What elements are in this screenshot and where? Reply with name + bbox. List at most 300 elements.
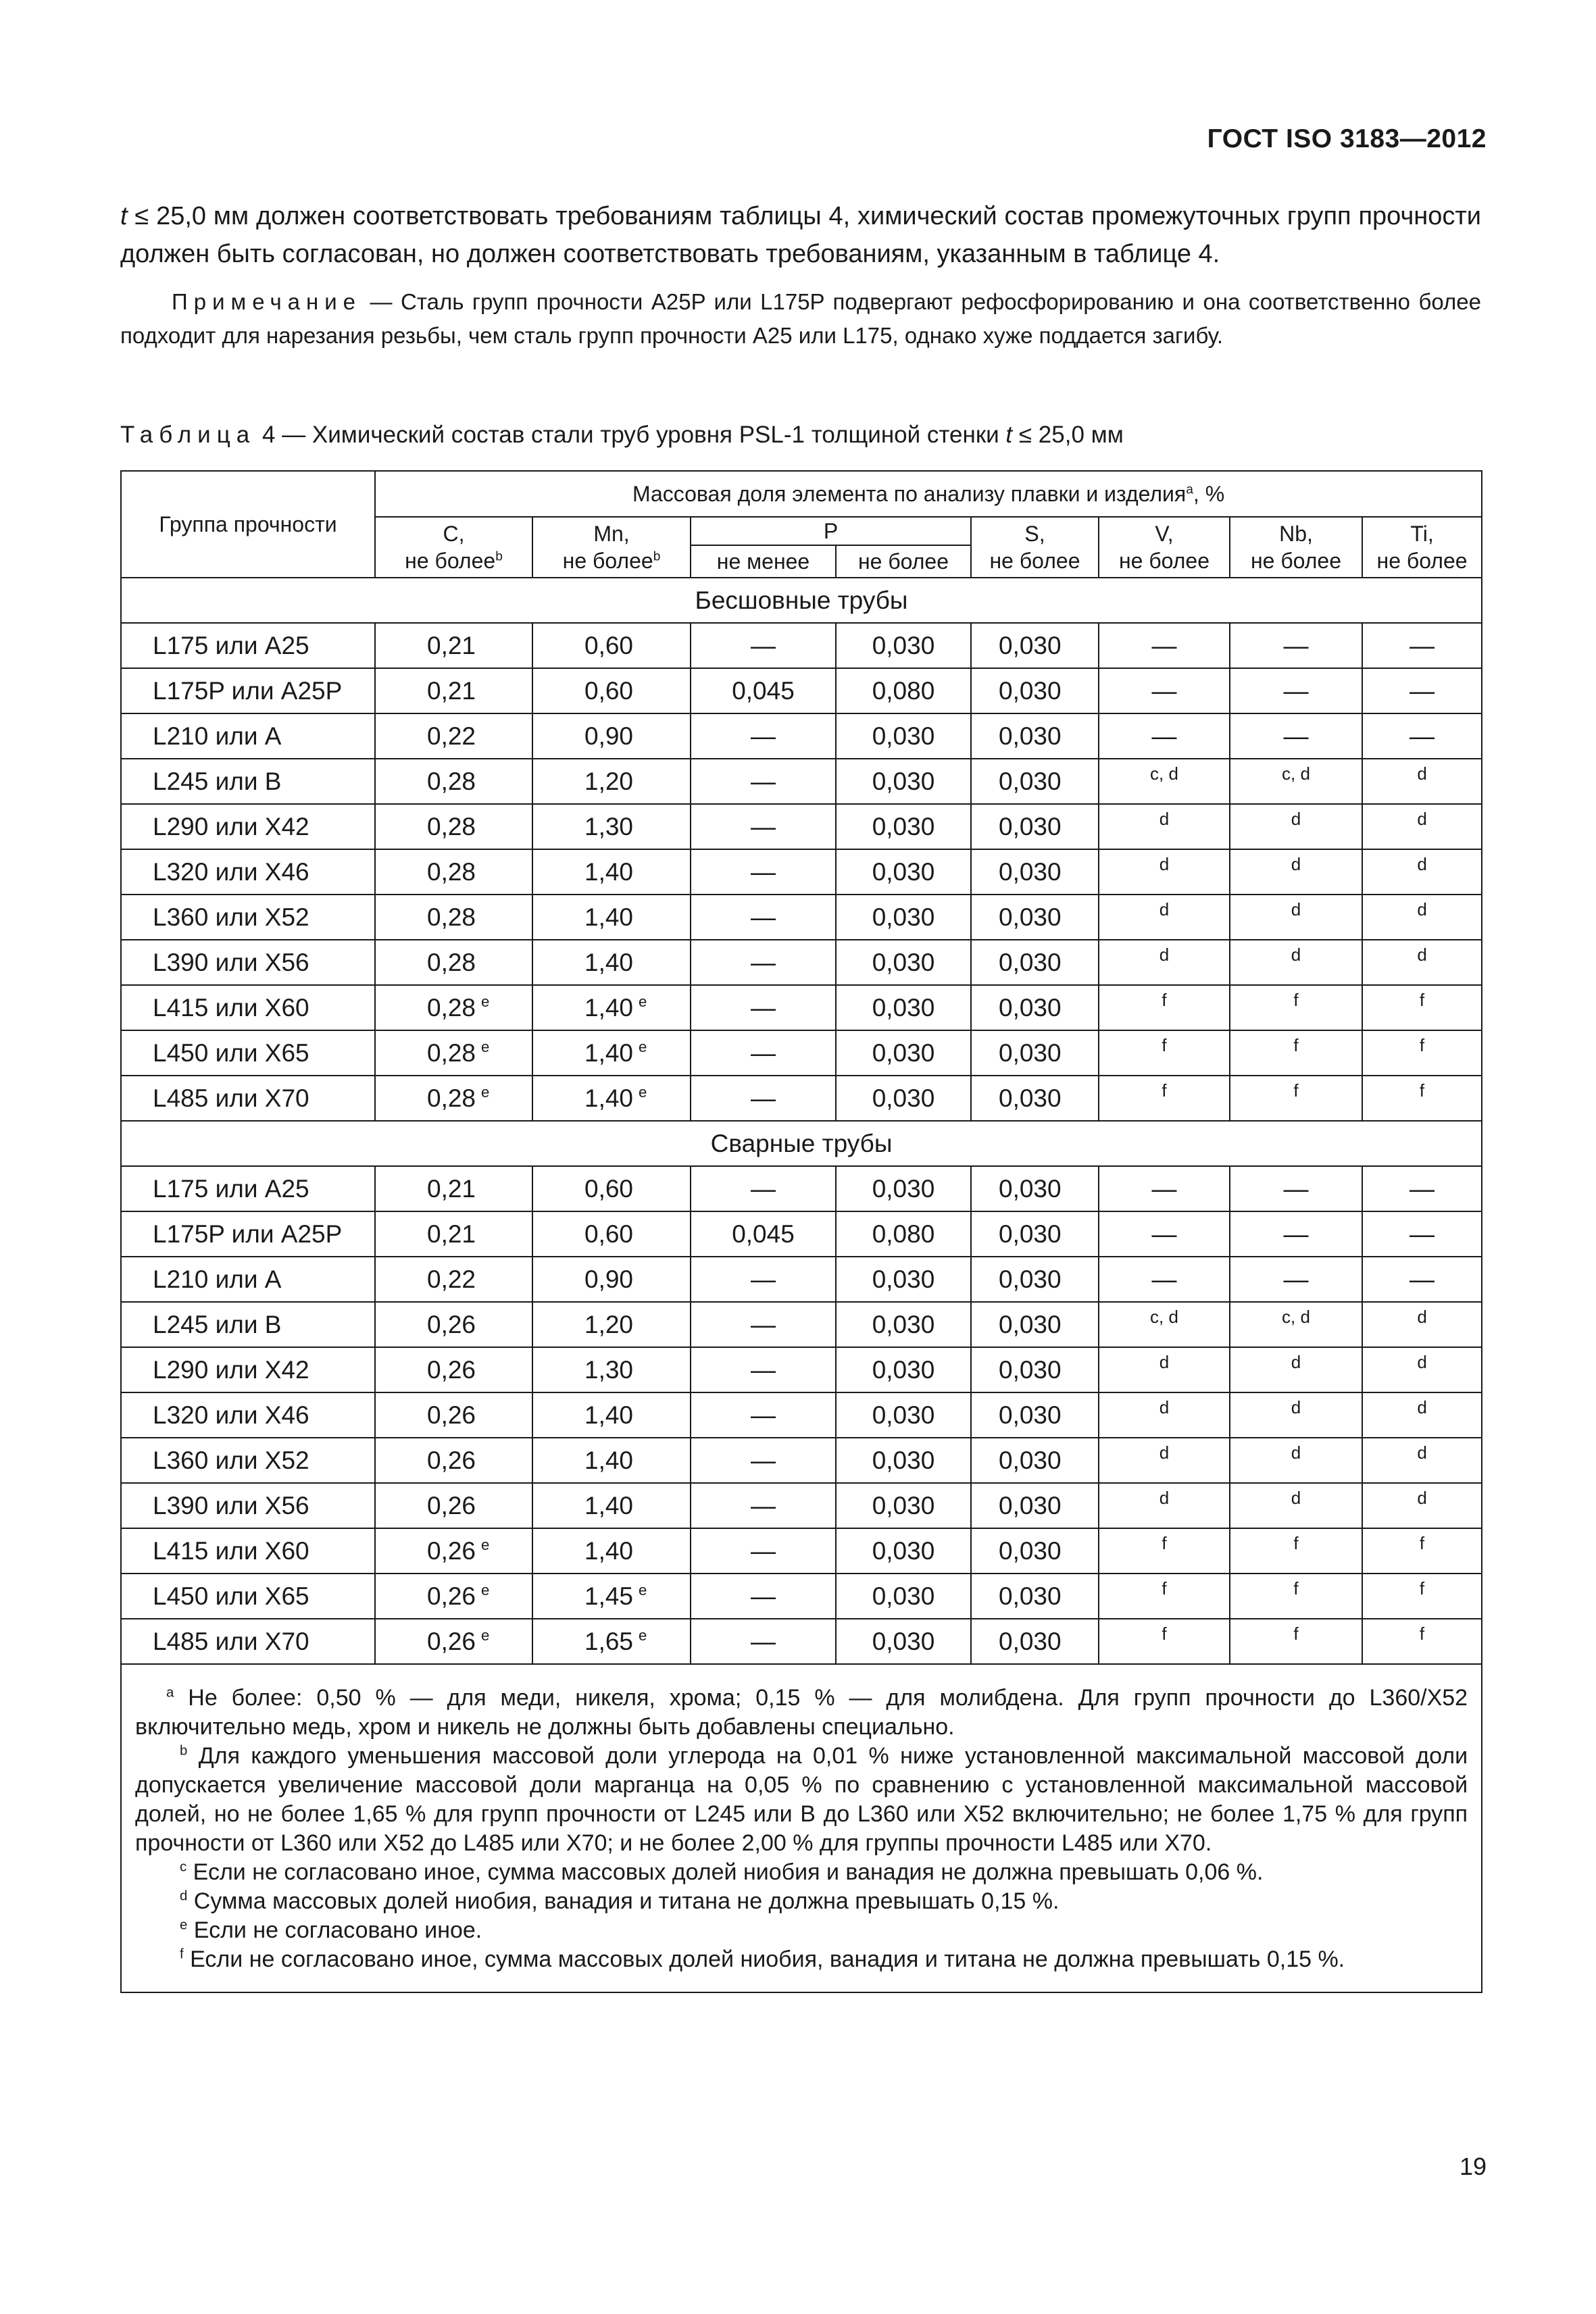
mn-cell [532,623,691,668]
p-min-cell [691,1211,836,1257]
c-cell [375,713,532,759]
welded-title: Сварные трубы [121,1121,1482,1166]
p-min-cell [691,804,836,849]
nb-cell [1230,623,1362,668]
p-max-cell-value: 0,030 [872,903,935,931]
grade-cell-value: L450 или X65 [153,1038,309,1067]
nb-cell [1230,1076,1362,1121]
s-cell-value: 0,030 [999,1582,1062,1610]
mn-cell [532,804,691,849]
mn-cell-value: 0,90 [584,1265,634,1293]
c-cell [375,1438,532,1483]
p-max-cell-value: 0,030 [872,1038,935,1067]
footnote-mark: c [180,1859,187,1875]
p-max-cell [836,1257,971,1302]
nb-cell [1230,1574,1362,1619]
p-max-cell-value: 0,030 [872,1084,935,1112]
footnote-e [135,1916,1468,1945]
nb-cell-value: d [1291,1487,1301,1508]
mn-cell-value: 1,40 [584,993,634,1022]
nb-cell-value: f [1293,989,1299,1010]
p-max-cell-value: 0,030 [872,1355,935,1384]
page-number: 19 [1459,2153,1487,2180]
c-cell-footnote-mark: e [481,993,490,1011]
v-cell-value: — [1151,1174,1177,1203]
p-max-cell-value: 0,030 [872,1265,935,1293]
grade-cell [121,1347,375,1392]
ti-cell-value: d [1417,1306,1427,1327]
c-cell-footnote-mark: e [481,1536,490,1554]
grade-cell [121,1483,375,1528]
c-cell-value: 0,28 [427,948,476,976]
note-label: Примечание [172,289,362,314]
mn-cell-value: 1,20 [584,767,634,795]
nb-cell [1230,1438,1362,1483]
ti-cell-value: d [1417,1397,1427,1417]
nb-cell [1230,1030,1362,1076]
grade-cell [121,1302,375,1347]
s-cell [971,804,1099,849]
footnote-text: Сумма массовых долей ниобия, ванадия и титана не должна превышать 0,15 %. [187,1888,1059,1914]
p-min-cell [691,1574,836,1619]
s-cell-value: 0,030 [999,903,1062,931]
mn-cell-value: 1,40 [584,1084,634,1112]
grade-cell [121,1574,375,1619]
p-max-cell-value: 0,030 [872,1491,935,1519]
v-cell-value: f [1162,1532,1167,1553]
footnote-text: Не более: 0,50 % — для меди, никеля, хрома; 0,15 % — для молибдена. Для групп прочности до L360/X52 включительно медь, хром и никель не должны быть добавлены специально. [135,1685,1468,1740]
nb-cell [1230,1302,1362,1347]
nb-cell [1230,1528,1362,1574]
grade-cell [121,623,375,668]
p-min-cell [691,1619,836,1664]
nb-cell-value: d [1291,1442,1301,1463]
p-min-cell [691,668,836,713]
grade-cell-value: L245 или B [153,767,282,795]
c-cell-value: 0,26 [427,1401,476,1429]
v-cell [1099,1347,1230,1392]
col-p-max-header: не более [836,545,971,578]
mn-cell [532,1347,691,1392]
grade-cell [121,1619,375,1664]
grade-cell-value: L390 или X56 [153,1491,309,1519]
s-cell-value: 0,030 [999,676,1062,705]
p-min-cell-value: — [751,1491,776,1519]
ti-cell-value: d [1417,899,1427,920]
mn-cell-value: 0,60 [584,1219,634,1248]
footnote-text: Если не согласовано иное. [187,1917,482,1943]
ti-cell-value: f [1419,1034,1425,1055]
p-min-cell [691,759,836,804]
nb-cell-value: — [1283,631,1309,659]
p-max-cell [836,895,971,940]
mn-cell-value: 1,40 [584,1536,634,1565]
nb-cell-value: — [1283,1265,1309,1293]
col-v-header: V, не более [1099,517,1230,578]
mn-cell-footnote-mark: e [639,1582,647,1599]
ti-cell [1362,713,1482,759]
s-cell-value: 0,030 [999,722,1062,750]
p-max-cell [836,1302,971,1347]
mn-cell [532,1392,691,1438]
footnote-a [135,1684,1468,1742]
nb-cell-value: d [1291,1397,1301,1417]
v-cell-value: c, d [1150,1306,1178,1327]
p-max-cell [836,849,971,895]
c-cell-value: 0,26 [427,1582,476,1610]
mn-cell-value: 1,30 [584,812,634,840]
p-max-cell [836,804,971,849]
p-min-cell [691,849,836,895]
c-cell-value: 0,26 [427,1536,476,1565]
c-cell [375,985,532,1030]
c-cell [375,1574,532,1619]
p-max-cell-value: 0,080 [872,1219,935,1248]
mn-cell-value: 1,40 [584,1038,634,1067]
table-row [121,1166,1482,1211]
footnote-d [135,1887,1468,1916]
footnote-mark: b [180,1743,188,1759]
p-min-cell-value: 0,045 [732,1219,795,1248]
mn-cell [532,1257,691,1302]
grade-cell-value: L415 или X60 [153,993,309,1022]
p-max-cell-value: 0,030 [872,1446,935,1474]
p-max-cell-value: 0,030 [872,948,935,976]
nb-cell [1230,849,1362,895]
s-cell [971,759,1099,804]
v-cell [1099,1528,1230,1574]
p-min-cell [691,940,836,985]
s-cell [971,1392,1099,1438]
p-min-cell [691,1302,836,1347]
s-cell-value: 0,030 [999,1310,1062,1338]
p-min-cell [691,623,836,668]
nb-cell-value: d [1291,853,1301,874]
footnote-c [135,1858,1468,1887]
grade-cell [121,985,375,1030]
v-cell [1099,713,1230,759]
v-cell-value: d [1159,853,1170,874]
mn-cell [532,895,691,940]
p-min-cell-value: — [751,857,776,886]
ti-cell [1362,1076,1482,1121]
s-cell [971,849,1099,895]
ti-cell-value: d [1417,763,1427,784]
caption-text: — Химический состав стали труб уровня PSL-1 толщиной стенки [275,422,1006,448]
c-cell [375,1257,532,1302]
ti-cell [1362,985,1482,1030]
p-max-cell-value: 0,030 [872,767,935,795]
ti-cell [1362,940,1482,985]
c-cell-footnote-mark: e [481,1038,490,1056]
p-max-cell-value: 0,030 [872,1174,935,1203]
p-max-cell-value: 0,080 [872,676,935,705]
v-cell-value: f [1162,1080,1167,1101]
footnotes [121,1664,1482,1992]
p-min-cell [691,1076,836,1121]
ti-cell [1362,1302,1482,1347]
p-max-cell-value: 0,030 [872,1401,935,1429]
v-cell-value: d [1159,944,1170,965]
p-max-cell [836,713,971,759]
s-cell [971,1619,1099,1664]
p-max-cell-value: 0,030 [872,1627,935,1655]
c-cell-value: 0,21 [427,1219,476,1248]
document-code: ГОСТ ISO 3183—2012 [1207,124,1487,153]
c-cell-value: 0,22 [427,1265,476,1293]
grade-cell-value: L175P или A25P [153,1219,343,1248]
grade-cell-value: L360 или X52 [153,1446,309,1474]
v-cell-value: f [1162,1623,1167,1644]
mn-cell-value: 1,30 [584,1355,634,1384]
c-cell-value: 0,28 [427,903,476,931]
p-max-cell [836,1076,971,1121]
table-row [121,1076,1482,1121]
table-row [121,668,1482,713]
p-min-cell-value: — [751,631,776,659]
c-cell [375,1076,532,1121]
v-cell-value: c, d [1150,763,1178,784]
grade-cell-value: L290 или X42 [153,812,309,840]
caption-after-t: ≤ 25,0 мм [1012,422,1124,448]
nb-cell-value: c, d [1282,763,1310,784]
mn-cell [532,1574,691,1619]
mn-cell-footnote-mark: e [639,1038,647,1056]
v-cell [1099,1166,1230,1211]
ti-cell-value: d [1417,1351,1427,1372]
grade-cell [121,1166,375,1211]
s-cell-value: 0,030 [999,1265,1062,1293]
c-cell [375,1347,532,1392]
v-cell [1099,623,1230,668]
table-row [121,623,1482,668]
c-cell-value: 0,26 [427,1355,476,1384]
mn-cell [532,668,691,713]
grade-cell-value: L210 или A [153,722,282,750]
nb-cell-value: f [1293,1034,1299,1055]
grade-cell-value: L175 или A25 [153,631,309,659]
p-max-cell [836,1483,971,1528]
c-cell [375,1483,532,1528]
grade-cell-value: L485 или X70 [153,1627,309,1655]
p-max-cell [836,940,971,985]
ti-cell-value: — [1410,722,1435,750]
nb-cell-value: d [1291,899,1301,920]
v-cell-value: — [1151,631,1177,659]
s-cell-value: 0,030 [999,1536,1062,1565]
table-row [121,804,1482,849]
p-min-cell [691,1030,836,1076]
v-cell [1099,1257,1230,1302]
p-min-cell-value: — [751,1355,776,1384]
s-cell-value: 0,030 [999,767,1062,795]
s-cell-value: 0,030 [999,948,1062,976]
seamless-title: Бесшовные трубы [121,578,1482,623]
v-cell [1099,1302,1230,1347]
mn-cell-value: 1,40 [584,948,634,976]
p-min-cell-value: — [751,993,776,1022]
mass-header: Массовая доля элемента по анализу плавки и изделия$^a$, % [375,471,1482,517]
nb-cell-value: — [1283,722,1309,750]
grade-cell [121,940,375,985]
p-max-cell-value: 0,030 [872,722,935,750]
ti-cell [1362,1392,1482,1438]
s-cell [971,1211,1099,1257]
welded-section [121,1121,1482,1664]
footnote-mark: f [180,1946,184,1962]
v-cell [1099,1211,1230,1257]
p-min-cell [691,1166,836,1211]
v-cell [1099,1438,1230,1483]
grade-cell [121,1076,375,1121]
c-cell [375,623,532,668]
footnote-mark: e [180,1917,188,1933]
c-cell-footnote-mark: e [481,1084,490,1101]
mn-cell [532,1211,691,1257]
p-min-cell-value: — [751,1582,776,1610]
nb-cell-value: d [1291,1351,1301,1372]
p-max-cell [836,1030,971,1076]
v-cell [1099,1392,1230,1438]
grade-cell-value: L175 или A25 [153,1174,309,1203]
chemical-composition-table-wrapper [120,470,1481,1993]
mn-cell-value: 0,60 [584,676,634,705]
nb-cell-value: f [1293,1532,1299,1553]
nb-cell-value: d [1291,808,1301,829]
v-cell [1099,668,1230,713]
col-mn-header: Mn, не более$^b$ [532,517,691,578]
p-min-cell-value: — [751,1446,776,1474]
nb-cell [1230,1257,1362,1302]
p-max-cell [836,1438,971,1483]
s-cell-value: 0,030 [999,993,1062,1022]
mn-cell [532,1030,691,1076]
p-max-cell-value: 0,030 [872,1310,935,1338]
c-cell-value: 0,28 [427,767,476,795]
c-cell-value: 0,28 [427,1084,476,1112]
s-cell [971,1574,1099,1619]
c-cell-value: 0,22 [427,722,476,750]
ti-cell-value: — [1410,1174,1435,1203]
ti-cell-value: — [1410,1265,1435,1293]
c-cell [375,895,532,940]
seamless-section [121,578,1482,1121]
grade-cell [121,895,375,940]
grade-cell-value: L175P или A25P [153,676,343,705]
ti-cell [1362,1438,1482,1483]
table-row [121,1030,1482,1076]
mn-cell [532,1166,691,1211]
s-cell [971,623,1099,668]
col-p-header: P [691,517,971,545]
nb-cell-value: f [1293,1578,1299,1599]
ti-cell [1362,1211,1482,1257]
s-cell-value: 0,030 [999,1446,1062,1474]
table-row [121,1528,1482,1574]
mn-cell [532,985,691,1030]
c-cell-value: 0,21 [427,676,476,705]
p-max-cell [836,1211,971,1257]
v-cell [1099,895,1230,940]
v-cell [1099,940,1230,985]
p-max-cell [836,1166,971,1211]
ti-cell [1362,1166,1482,1211]
ti-cell [1362,1347,1482,1392]
nb-cell-value: c, d [1282,1306,1310,1327]
s-cell [971,895,1099,940]
col-c-header: C, не более$^b$ [375,517,532,578]
ti-cell [1362,1030,1482,1076]
nb-cell [1230,668,1362,713]
grade-cell-value: L415 или X60 [153,1536,309,1565]
table-row [121,1347,1482,1392]
mn-cell [532,1302,691,1347]
mn-cell-value: 1,40 [584,1491,634,1519]
col-nb-header: Nb, не более [1230,517,1362,578]
v-cell-value: d [1159,808,1170,829]
p-max-cell [836,1347,971,1392]
ti-cell-value: d [1417,808,1427,829]
footnote-text: Если не согласовано иное, сумма массовых долей ниобия и ванадия не должна превышать 0,06 %. [186,1859,1264,1885]
v-cell-value: — [1151,1219,1177,1248]
c-cell [375,1166,532,1211]
s-cell [971,1076,1099,1121]
p-min-cell-value: 0,045 [732,676,795,705]
c-cell [375,759,532,804]
grade-cell-value: L485 или X70 [153,1084,309,1112]
grade-cell [121,713,375,759]
p-min-cell-value: — [751,1536,776,1565]
v-cell [1099,849,1230,895]
ti-cell-value: d [1417,1442,1427,1463]
mn-cell-value: 0,60 [584,631,634,659]
grade-cell-value: L320 или X46 [153,1401,309,1429]
c-cell-value: 0,21 [427,631,476,659]
nb-cell-value: f [1293,1080,1299,1101]
mn-cell-value: 1,40 [584,1446,634,1474]
grade-cell-value: L390 или X56 [153,948,309,976]
c-cell-value: 0,28 [427,857,476,886]
mn-cell [532,759,691,804]
ti-cell-value: — [1410,1219,1435,1248]
ti-cell [1362,1483,1482,1528]
grade-cell-value: L210 или A [153,1265,282,1293]
s-cell-value: 0,030 [999,1174,1062,1203]
p-max-cell [836,1528,971,1574]
s-cell [971,1483,1099,1528]
nb-cell-value: d [1291,944,1301,965]
s-cell-value: 0,030 [999,1038,1062,1067]
p-max-cell-value: 0,030 [872,857,935,886]
p-min-cell-value: — [751,903,776,931]
ti-cell-value: f [1419,1623,1425,1644]
nb-cell [1230,713,1362,759]
v-cell [1099,985,1230,1030]
ti-cell-value: f [1419,1578,1425,1599]
c-cell-value: 0,28 [427,993,476,1022]
p-min-cell-value: — [751,767,776,795]
footnote-text: Для каждого уменьшения массовой доли углерода на 0,01 % ниже установленной максимальной массовой доли допускается увеличение массовой доли марганца на 0,05 % по сравнению с установленной максимальной массовой долей, но не более 1,65 % для групп прочности от L245 или B до L360 или X52 включительно; не более 1,75 % для групп прочности от L360 или X52 до L485 или X70; и не более 2,00 % для группы прочности L485 или X70. [135,1743,1468,1856]
ti-cell-value: — [1410,631,1435,659]
nb-cell-value: — [1283,1219,1309,1248]
v-cell-value: d [1159,1487,1170,1508]
p-min-cell [691,1347,836,1392]
p-min-cell [691,985,836,1030]
p-min-cell-value: — [751,1401,776,1429]
ti-cell [1362,895,1482,940]
ti-cell-value: f [1419,989,1425,1010]
grade-cell [121,1030,375,1076]
